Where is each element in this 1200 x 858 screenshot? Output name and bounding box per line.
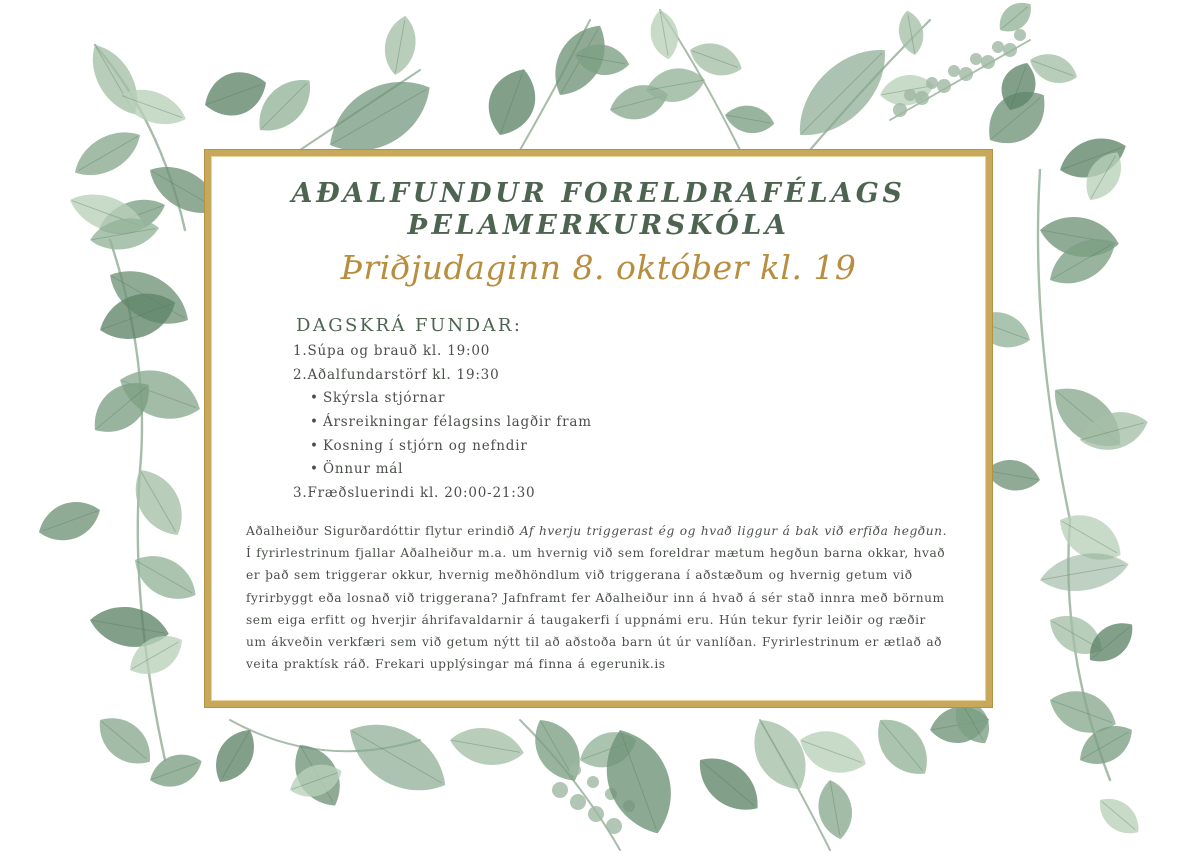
bullet-icon: • — [310, 437, 319, 454]
berry-shape — [915, 91, 929, 105]
leaf-shape — [123, 460, 194, 544]
agenda-item: 2.Aðalfundarstörf kl. 19:30 — [293, 366, 500, 383]
berry-shape — [1003, 43, 1017, 57]
leaf-shape — [793, 722, 872, 783]
berry-shape — [948, 65, 960, 77]
leaf-shape — [865, 707, 940, 786]
description-lead: Aðalheiður Sigurðardóttir flytur erindið — [246, 524, 520, 538]
leaf-shape — [523, 710, 592, 790]
berry-shape — [959, 67, 973, 81]
leaf-shape — [983, 456, 1042, 495]
agenda-item: 1.Súpa og brauð kl. 19:00 — [293, 343, 491, 359]
event-date: Þriðjudaginn 8. október kl. 19 — [340, 248, 857, 287]
berry-shape — [570, 794, 586, 810]
agenda-subitem-label: Kosning í stjórn og nefndir — [323, 437, 528, 454]
leaf-shape — [88, 706, 161, 775]
agenda-subitem — [293, 411, 813, 435]
agenda-heading: DAGSKRÁ FUNDAR: — [296, 315, 523, 336]
agenda-subitem — [293, 435, 813, 459]
agenda-item: 3.Fræðsluerindi kl. 20:00-21:30 — [293, 485, 536, 502]
talk-description — [246, 520, 951, 675]
berry-shape — [904, 89, 916, 101]
leaf-shape — [145, 747, 207, 794]
leaf-shape — [67, 121, 148, 187]
agenda-subitem-label: Ársreikningar félagsins lagðir fram — [323, 414, 592, 431]
agenda-subitem — [293, 387, 813, 411]
page-title — [211, 178, 986, 242]
bullet-icon: • — [310, 414, 319, 431]
berry-shape — [1014, 29, 1026, 41]
leaf-shape — [33, 493, 106, 549]
leaf-shape — [380, 13, 420, 77]
description-body: Í fyrirlestrinum fjallar Aðalheiður m.a. um hvernig við sem foreldrar mætum hegðun barna okkar, hvað er það sem triggerar okkur, hvernig meðhöndlum við triggerana í aðstæðum og hvernig getum við fyrirbyggt eða losnað við triggerana? Jafnframt fer Aðalheiður inn á hvað á sér stað innra með börnum sem eiga erfitt og hverjir áhrifavaldarnir á taugakerfi í uppnámi eru. Hún tekur fyrir leiðir og ræðir um ákveðin verkfæri sem við getum nýtt til að aðstoða barn út úr vanlíðan. Fyrirlestrinum er ætlað að veita praktísk ráð. Frekari upplýsingar má finna á egerunik.is — [246, 546, 946, 672]
berry-shape — [893, 103, 907, 117]
berry-shape — [981, 55, 995, 69]
berry-shape — [606, 818, 622, 834]
agenda-subitem — [293, 458, 813, 482]
berry-shape — [587, 776, 599, 788]
berry-shape — [588, 806, 604, 822]
agenda-list — [293, 340, 813, 506]
bullet-icon: • — [310, 461, 319, 478]
leaf-shape — [1091, 790, 1147, 843]
title-line-1: AÐALFUNDUR FORELDRAFÉLAGS — [291, 178, 906, 209]
talk-title: Af hverju triggerast ég og hvað liggur á bak við erfiða hegðun. — [519, 524, 948, 538]
berry-shape — [992, 41, 1004, 53]
berry-shape — [926, 77, 938, 89]
invitation-card — [205, 150, 992, 707]
leaf-shape — [337, 707, 459, 809]
leaf-shape — [447, 722, 527, 770]
berry-shape — [970, 53, 982, 65]
leaf-shape — [479, 62, 545, 143]
berry-shape — [937, 79, 951, 93]
agenda-subitem-label: Skýrsla stjórnar — [323, 390, 446, 407]
leaf-shape — [647, 8, 682, 62]
berry-shape — [569, 764, 581, 776]
title-line-2: ÞELAMERKURSKÓLA — [407, 210, 790, 241]
bullet-icon: • — [310, 390, 319, 407]
agenda-subitem-label: Önnur mál — [323, 461, 404, 478]
berry-shape — [552, 782, 568, 798]
